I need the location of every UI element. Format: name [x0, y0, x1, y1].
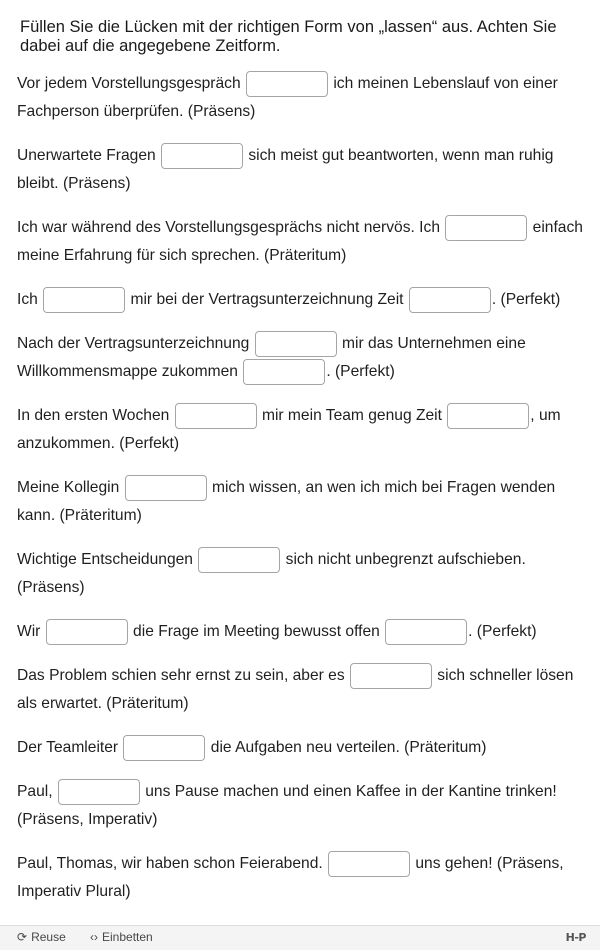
question-2	[17, 142, 588, 198]
question-text: ich meinen Lebenslauf von einer Fachperson überprüfen. (Präsens)	[17, 75, 558, 120]
question-text: uns Pause machen und einen Kaffee in der Kantine trinken! (Präsens, Imperativ)	[17, 783, 557, 828]
question-4	[17, 286, 588, 314]
blank-input[interactable]	[123, 735, 205, 761]
question-11	[17, 734, 588, 762]
question-text: Meine Kollegin	[17, 479, 124, 496]
question-text: mir bei der Vertragsunterzeichnung Zeit	[126, 291, 408, 308]
question-12	[17, 778, 588, 834]
blank-input[interactable]	[46, 619, 128, 645]
question-text: die Aufgaben neu verteilen. (Präteritum)	[206, 739, 487, 756]
question-text: einfach meine Erfahrung für sich sprechen. (Präteritum)	[17, 219, 583, 264]
question-text: sich schneller lösen als erwartet. (Präteritum)	[17, 667, 574, 712]
question-text: sich nicht unbegrenzt aufschieben. (Präsens)	[17, 551, 526, 596]
embed-label: Einbetten	[102, 930, 153, 944]
question-text: uns gehen! (Präsens, Imperativ Plural)	[17, 855, 564, 900]
question-8	[17, 546, 588, 602]
blank-input[interactable]	[445, 215, 527, 241]
blank-input[interactable]	[243, 359, 325, 385]
question-text: . (Perfekt)	[326, 363, 395, 380]
question-text: Paul, Thomas, wir haben schon Feierabend.	[17, 855, 328, 872]
blank-input[interactable]	[43, 287, 125, 313]
blank-input[interactable]	[125, 475, 207, 501]
question-text: Ich	[17, 291, 43, 308]
footer-bar	[0, 925, 600, 950]
question-text: In den ersten Wochen	[17, 407, 174, 424]
embed-icon: ‹›	[90, 930, 98, 944]
question-text: Vor jedem Vorstellungsgespräch	[17, 75, 245, 92]
question-text: die Frage im Meeting bewusst offen	[128, 623, 385, 640]
reuse-label: Reuse	[31, 930, 66, 944]
reuse-button[interactable]	[17, 930, 66, 944]
question-text: . (Perfekt)	[468, 623, 537, 640]
blank-input[interactable]	[409, 287, 491, 313]
question-13	[17, 850, 588, 906]
question-list	[17, 70, 588, 906]
question-text: Paul,	[17, 783, 57, 800]
question-7	[17, 474, 588, 530]
question-text: Nach der Vertragsunterzeichnung	[17, 335, 254, 352]
question-text: . (Perfekt)	[491, 291, 561, 308]
blank-input[interactable]	[58, 779, 140, 805]
question-5	[17, 330, 588, 386]
question-text: sich meist gut beantworten, wenn man ruhig bleibt. (Präsens)	[17, 147, 554, 192]
task-instructions: Füllen Sie die Lücken mit der richtigen Form von „lassen“ aus. Achten Sie dabei auf die angegebene Zeitform.	[20, 18, 557, 55]
question-6	[17, 402, 588, 458]
blank-input[interactable]	[198, 547, 280, 573]
question-10	[17, 662, 588, 718]
blank-input[interactable]	[161, 143, 243, 169]
blank-input[interactable]	[175, 403, 257, 429]
blank-input[interactable]	[255, 331, 337, 357]
question-9	[17, 618, 588, 646]
question-text: mir das Unternehmen eine Willkommensmappe zukommen	[17, 335, 526, 380]
question-3	[17, 214, 588, 270]
question-text: Das Problem schien sehr ernst zu sein, aber es	[17, 667, 349, 684]
question-text: Der Teamleiter	[17, 739, 123, 756]
blank-input[interactable]	[328, 851, 410, 877]
question-text: Wichtige Entscheidungen	[17, 551, 198, 568]
blank-input[interactable]	[385, 619, 467, 645]
h5p-logo: H-P	[565, 931, 586, 944]
embed-button[interactable]	[90, 930, 153, 944]
question-text: Ich war während des Vorstellungsgesprächs nicht nervös. Ich	[17, 219, 445, 236]
question-text: mir mein Team genug Zeit	[257, 407, 447, 424]
question-text: , um anzukommen. (Perfekt)	[17, 407, 561, 452]
question-text: Unerwartete Fragen	[17, 147, 161, 164]
blank-input[interactable]	[350, 663, 432, 689]
question-1	[17, 70, 588, 126]
question-text: mich wissen, an wen ich mich bei Fragen wenden kann. (Präteritum)	[17, 479, 556, 524]
question-text: Wir	[17, 623, 45, 640]
blank-input[interactable]	[447, 403, 529, 429]
reuse-icon: ⟳	[17, 930, 28, 944]
blank-input[interactable]	[246, 71, 328, 97]
